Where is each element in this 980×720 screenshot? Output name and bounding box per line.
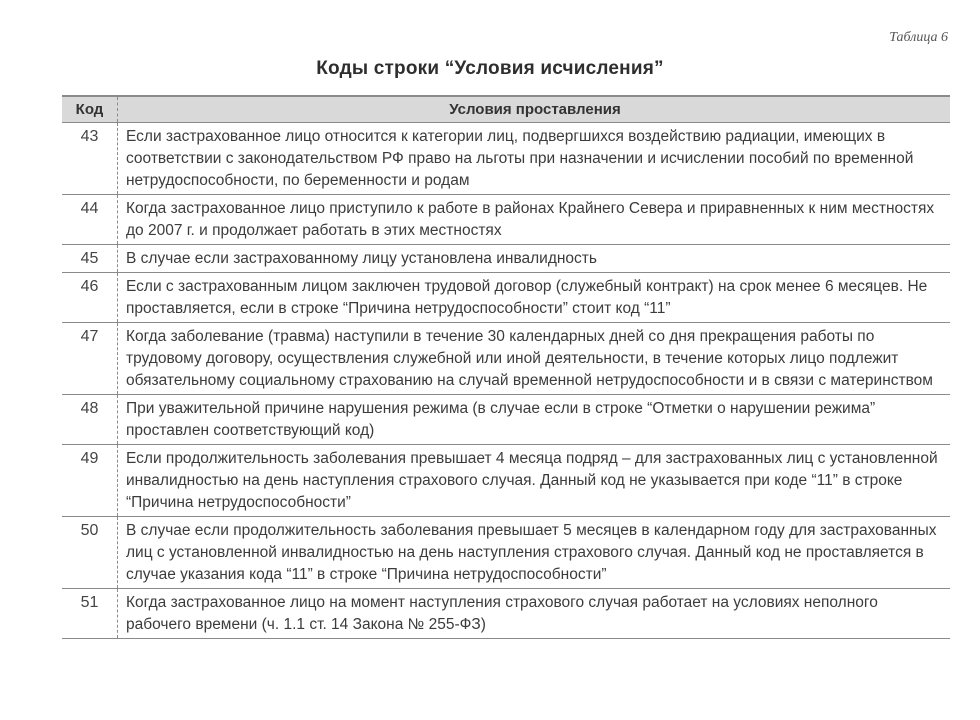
row-code: 43 <box>80 128 99 145</box>
row-conditions: Когда заболевание (травма) наступили в течение 30 календарных дней со дня прекращения работы по трудовому договору, осуществления служебной или иной деятельности, в течение которых лицо подлежит обязательному социальному страхованию на случай временной нетрудоспособности и в связи с материнством <box>117 323 950 394</box>
header-conditions: Условия проставления <box>117 97 950 122</box>
table-header-row <box>62 97 950 123</box>
table-row <box>62 195 950 245</box>
row-code: 46 <box>80 278 99 295</box>
row-conditions: Если с застрахованным лицом заключен трудовой договор (служебный контракт) на срок менее 6 месяцев. Не проставляется, если в строке “Причина нетрудоспособности” стоит код “11” <box>117 273 950 322</box>
codes-table <box>62 95 950 639</box>
row-conditions: Если застрахованное лицо относится к категории лиц, подвергшихся воздействию радиации, имеющих в соответствии с законодательством РФ право на льготы при назначении и исчислении пособий по временной нетрудоспособности, по беременности и родам <box>117 123 950 194</box>
row-conditions: Когда застрахованное лицо на момент наступления страхового случая работает на условиях неполного рабочего времени (ч. 1.1 ст. 14 Закона № 255-ФЗ) <box>117 589 950 638</box>
table-row <box>62 245 950 273</box>
table-row <box>62 589 950 638</box>
table-row <box>62 123 950 195</box>
table-number: Таблица 6 <box>889 30 948 45</box>
table-title: Коды строки “Условия исчисления” <box>316 58 664 79</box>
row-code: 44 <box>80 200 99 217</box>
header-code: Код <box>75 101 104 118</box>
row-code: 47 <box>80 328 99 345</box>
row-conditions: В случае если застрахованному лицу установлена инвалидность <box>117 245 950 272</box>
row-conditions: Если продолжительность заболевания превышает 4 месяца подряд – для застрахованных лиц с установленной инвалидностью на день наступления страхового случая. Данный код не указывается при коде “11” в строке “Причина нетрудоспособности” <box>117 445 950 516</box>
row-code: 45 <box>80 250 99 267</box>
table-row <box>62 517 950 589</box>
row-code: 49 <box>80 450 99 467</box>
row-code: 48 <box>80 400 99 417</box>
table-row <box>62 395 950 445</box>
table-row <box>62 323 950 395</box>
row-code: 51 <box>80 594 99 611</box>
row-conditions: При уважительной причине нарушения режима (в случае если в строке “Отметки о нарушении режима” проставлен соответствующий код) <box>117 395 950 444</box>
table-row <box>62 445 950 517</box>
row-code: 50 <box>80 522 99 539</box>
row-conditions: Когда застрахованное лицо приступило к работе в районах Крайнего Севера и приравненных к ним местностях до 2007 г. и продолжает работать в этих местностях <box>117 195 950 244</box>
row-conditions: В случае если продолжительность заболевания превышает 5 месяцев в календарном году для застрахованных лиц с установленной инвалидностью на день наступления страхового случая. Данный код не проставляется в случае указания кода “11” в строке “Причина нетрудоспособности” <box>117 517 950 588</box>
table-row <box>62 273 950 323</box>
